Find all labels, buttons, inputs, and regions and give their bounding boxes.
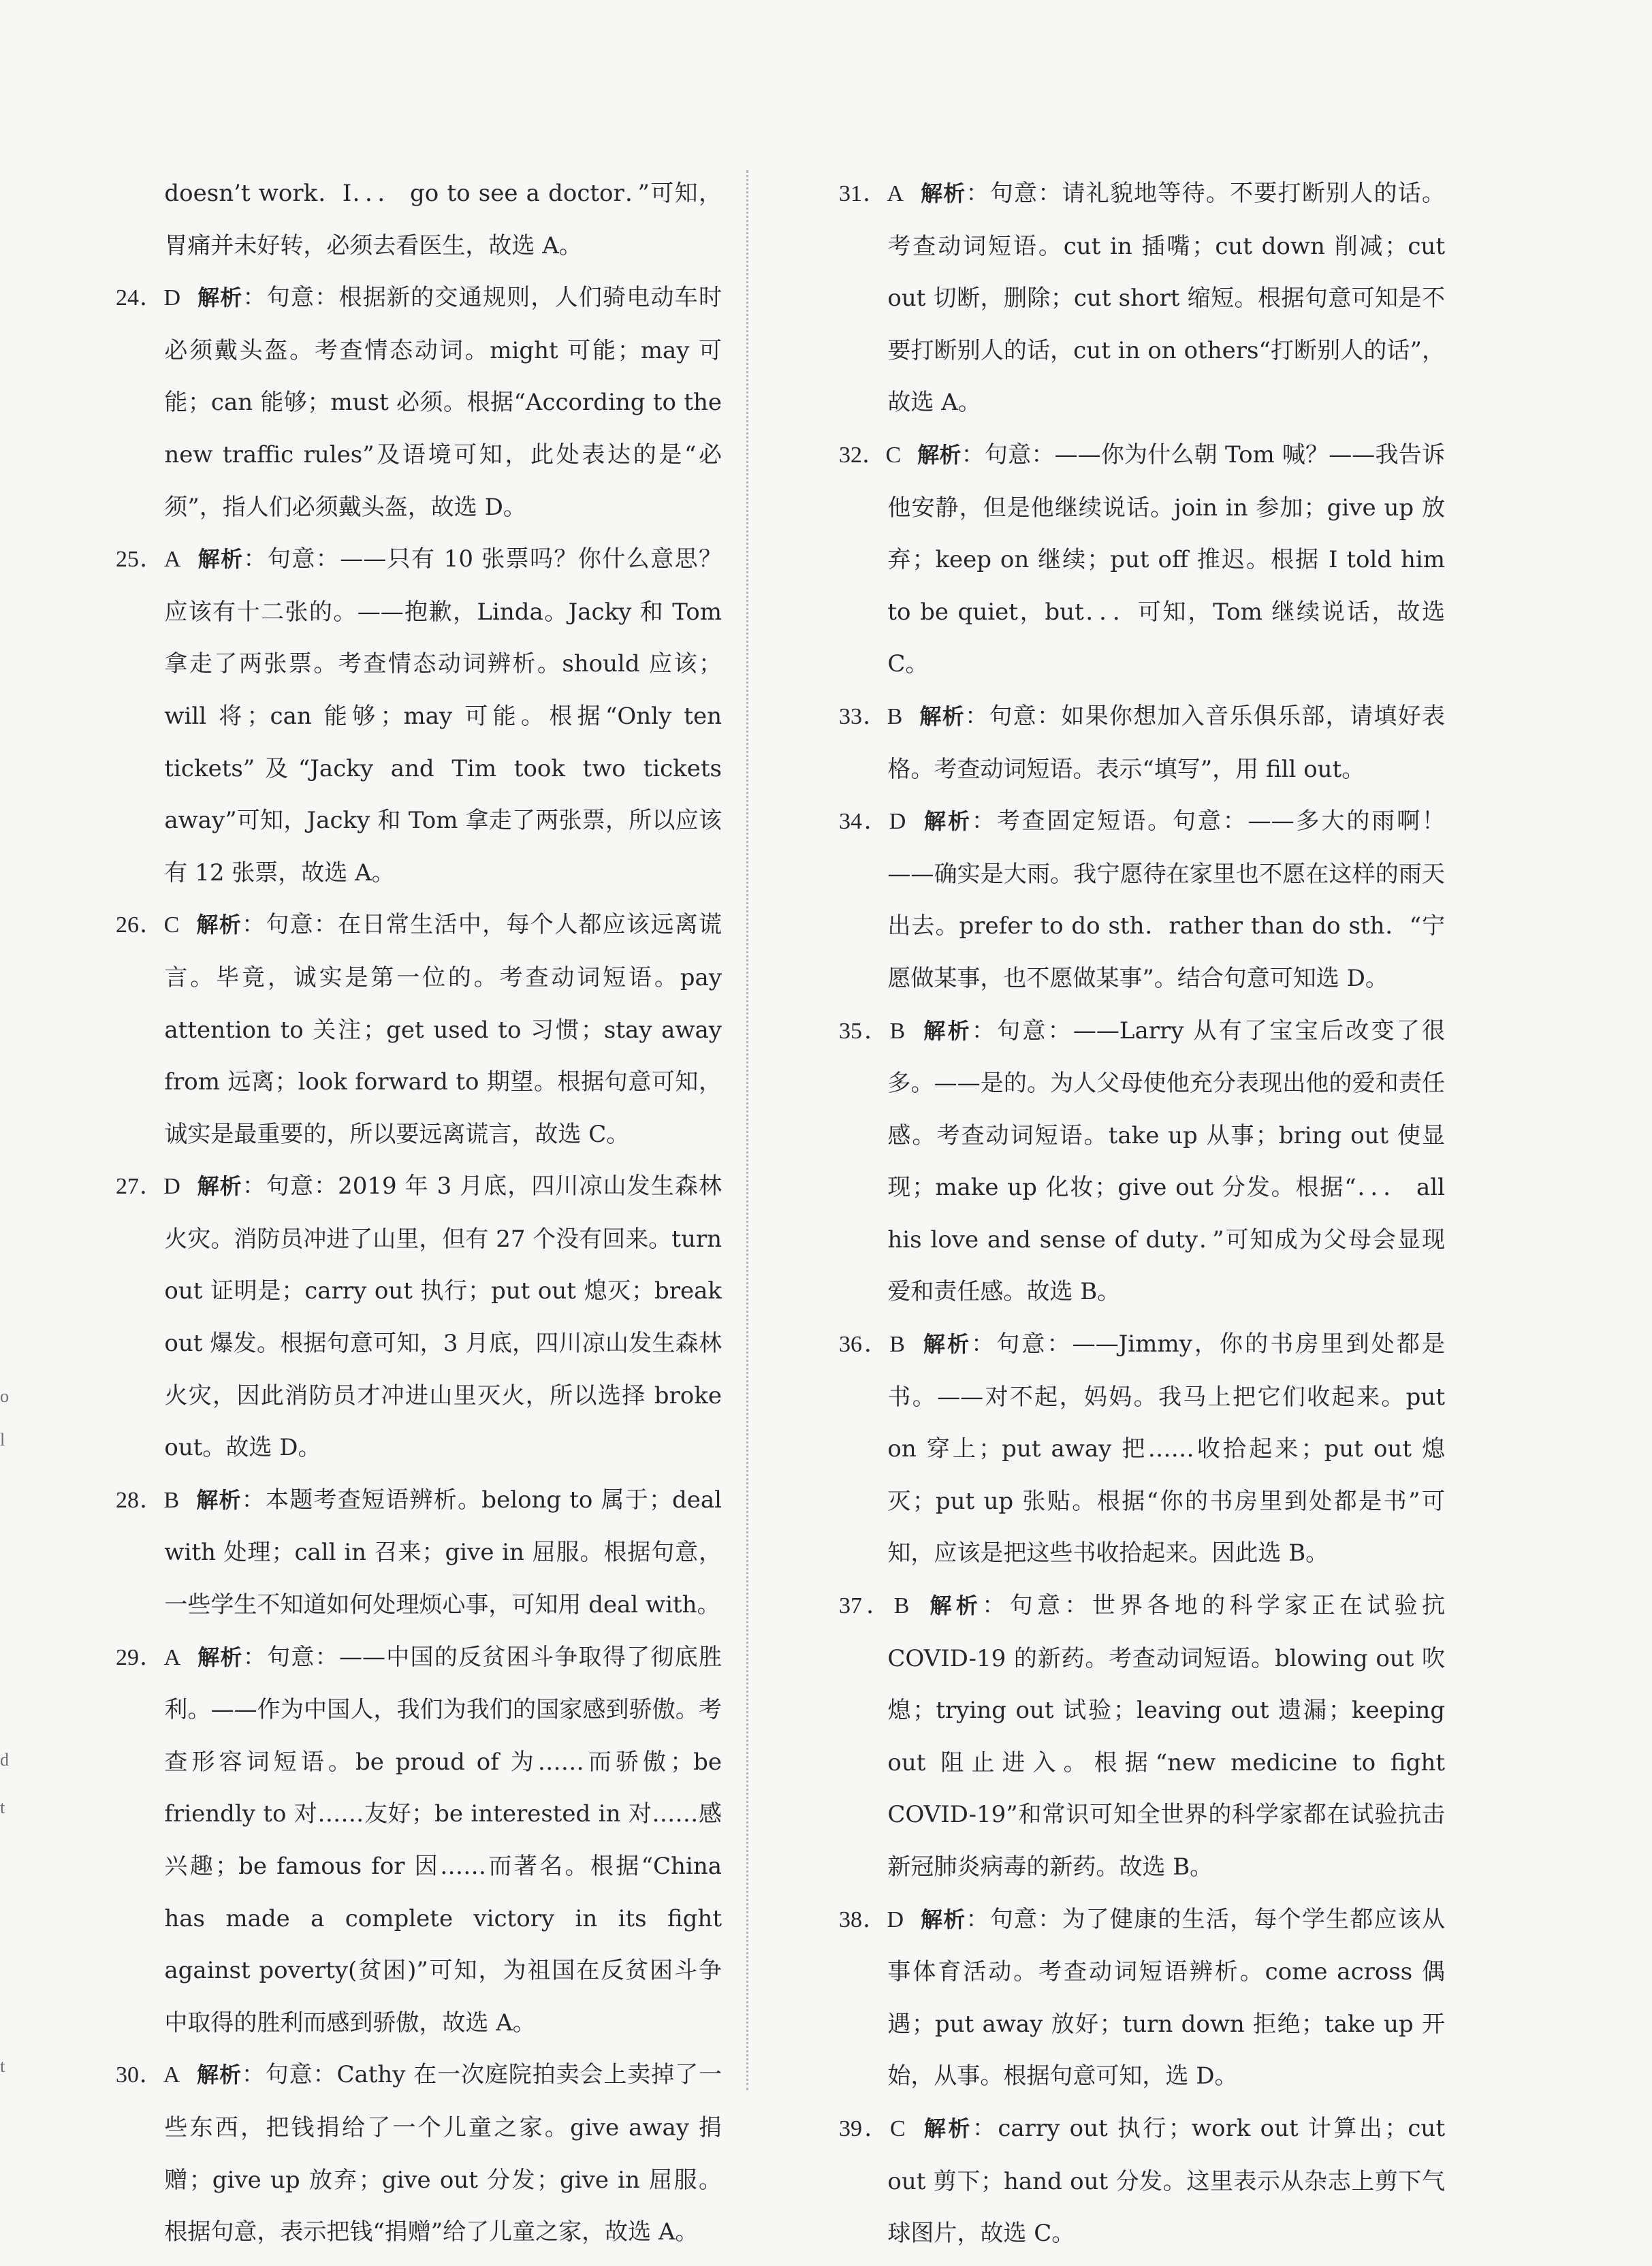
- answer-paragraph: [839, 1894, 1445, 2103]
- answer-item: [839, 795, 1445, 1004]
- analysis-label: 解析: [917, 441, 962, 468]
- answer-paragraph: [839, 690, 1445, 795]
- explanation-text: ：本题考查短语辨析。belong to 属于；deal with 处理；call in 召来；give in 屈服。根据句意，一些学生不知道如何处理烦心事，可知用 deal with。: [164, 1486, 722, 1619]
- answer-item: [839, 2103, 1445, 2260]
- question-number: 30．: [116, 2062, 163, 2088]
- explanation-text: ：句意：在日常生活中，每个人都应该远离谎言。毕竟，诚实是第一位的。考查动词短语。pay attention to 关注；get used to 习惯；stay away from 远离；look forward to 期望。根据句意可知，诚实是最重要的，所以要远离谎言，故选 C。: [164, 911, 722, 1148]
- answer-item: [839, 429, 1445, 690]
- answer-item: [116, 2049, 722, 2258]
- explanation-text: ：carry out 执行；work out 计算出；cut out 剪下；hand out 分发。这里表示从杂志上剪下气球图片，故选 C。: [887, 2114, 1445, 2248]
- answer-letter: B: [887, 703, 903, 729]
- edge-fragment: t: [0, 2056, 5, 2076]
- question-number: 24．: [116, 285, 164, 311]
- answer-letter: C: [163, 912, 180, 938]
- answer-item: [116, 899, 722, 1160]
- explanation-text: ：考查固定短语。句意：——多大的雨啊！——确实是大雨。我宁愿待在家里也不愿在这样的雨天出去。prefer to do sth．rather than do sth．“宁愿做某事，也不愿做某事”。结合句意可知选 D。: [887, 808, 1446, 992]
- analysis-label: 解析: [925, 1593, 983, 1619]
- answer-paragraph: [116, 272, 722, 533]
- continued-text: doesn’t work．I．．． go to see a doctor．”可知，胃痛并未好转，必须去看医生，故选 A。: [164, 180, 722, 259]
- answer-paragraph: [839, 2103, 1445, 2260]
- answer-paragraph: [839, 1580, 1445, 1894]
- answer-paragraph: [839, 167, 1445, 429]
- question-number: 35．: [839, 1018, 890, 1044]
- explanation-text: ：句意：——中国的反贫困斗争取得了彻底胜利。——作为中国人，我们为我们的国家感到骄傲。考查形容词短语。be proud of 为……而骄傲；be friendly to 对……友好；be interested in 对……感兴趣；be famous for 因……而著名。根据“China has made a complete victory in its fight against poverty(贫困)”可知，为祖国在反贫困斗争中取得的胜利而感到骄傲，故选 A。: [164, 1643, 722, 2037]
- answer-letter: D: [889, 809, 906, 835]
- answer-paragraph: [116, 1474, 722, 1631]
- question-number: 39．: [839, 2116, 890, 2141]
- explanation-text: ：句意：——Larry 从有了宝宝后改变了很多。——是的。为人父母使他充分表现出他的爱和责任感。考查动词短语。take up 从事；bring out 使显现；make up 化妆；give out 分发。根据“．．． all his love and sense of duty．”可知成为父母会显现爱和责任感。故选 B。: [887, 1017, 1445, 1306]
- explanation-text: ：句意：Cathy 在一次庭院拍卖会上卖掉了一些东西，把钱捐给了一个儿童之家。give away 捐赠；give up 放弃；give out 分发；give in 屈服。根据句意，表示把钱“捐赠”给了儿童之家，故选 A。: [164, 2061, 722, 2246]
- analysis-label: 解析: [196, 1644, 243, 1670]
- answer-item: [839, 690, 1445, 795]
- answer-letter: D: [163, 1174, 180, 1200]
- analysis-label: 解析: [921, 2115, 972, 2141]
- question-number: 27．: [116, 1174, 164, 1200]
- explanation-text: ：句意：请礼貌地等待。不要打断别人的话。考查动词短语。cut in 插嘴；cut down 削减；cut out 切断，删除；cut short 缩短。根据句意可知是不要打断别人的话，cut in on others“打断别人的话”，故选 A。: [887, 180, 1445, 417]
- answer-item: [839, 1005, 1445, 1319]
- answer-item: [839, 1318, 1445, 1580]
- answer-paragraph: [116, 899, 722, 1160]
- answer-item: [839, 1894, 1445, 2103]
- analysis-label: 解析: [919, 1906, 966, 1932]
- answer-letter: C: [885, 442, 902, 468]
- answer-item: [116, 533, 722, 899]
- analysis-label: 解析: [921, 1017, 972, 1044]
- edge-fragment: d: [0, 1750, 9, 1770]
- edge-fragment: l: [0, 1430, 5, 1450]
- right-column: [839, 167, 1445, 2260]
- explanation-text: ：句意：2019 年 3 月底，四川凉山发生森林火灾。消防员冲进了山里，但有 27 个没有回来。turn out 证明是；carry out 执行；put out 熄灭；break out 爆发。根据句意可知，3 月底，四川凉山发生森林火灾，因此消防员才冲进山里灭火，所以选择 broke out。故选 D。: [164, 1172, 722, 1462]
- analysis-label: 解析: [919, 703, 966, 729]
- analysis-label: 解析: [196, 285, 243, 311]
- explanation-text: ：句意：如果你想加入音乐俱乐部，请填好表格。考查动词短语。表示“填写”，用 fill out。: [887, 702, 1445, 783]
- analysis-label: 解析: [196, 2062, 242, 2088]
- question-number: 32．: [839, 442, 886, 468]
- continued-explanation: [116, 167, 722, 272]
- analysis-label: 解析: [921, 1331, 972, 1358]
- question-number: 33．: [839, 703, 887, 729]
- explanation-text: ：句意：——只有 10 张票吗？你什么意思？应该有十二张的。——抱歉，Linda。Jacky 和 Tom 拿走了两张票。考查情态动词辨析。should 应该；will 将；can 能够；may 可能。根据“Only ten tickets”及“Jacky and Tim took two tickets away”可知，Jacky 和 Tom 拿走了两张票，所以应该有 12 张票，故选 A。: [164, 545, 722, 887]
- answer-letter: C: [889, 2116, 906, 2141]
- answer-letter: A: [163, 547, 181, 573]
- explanation-text: ：句意：世界各地的科学家正在试验抗 COVID-19 的新药。考查动词短语。blowing out 吹熄；trying out 试验；leaving out 遗漏；keeping out 阻止进入。根据“new medicine to fight COVID-19”和常识可知全世界的科学家都在试验抗击新冠肺炎病毒的新药。故选 B。: [887, 1592, 1445, 1881]
- answer-paragraph: [116, 1160, 722, 1474]
- answer-item: [116, 1160, 722, 1474]
- question-number: 31．: [839, 181, 887, 206]
- answer-letter: B: [163, 1487, 180, 1513]
- question-number: 38．: [839, 1906, 887, 1932]
- question-number: 28．: [116, 1487, 164, 1513]
- question-number: 36．: [839, 1332, 890, 1358]
- explanation-text: ：句意：——Jimmy，你的书房里到处都是书。——对不起，妈妈。我马上把它们收起来。put on 穿上；put away 把……收拾起来；put out 熄灭；put up 张贴。根据“你的书房里到处都是书”可知，应该是把这些书收拾起来。因此选 B。: [887, 1330, 1445, 1567]
- explanation-text: ：句意：为了健康的生活，每个学生都应该从事体育活动。考查动词短语辨析。come across 偶遇；put away 放好；turn down 拒绝；take up 开始，从事。根据句意可知，选 D。: [887, 1905, 1445, 2090]
- answer-letter: B: [889, 1332, 905, 1358]
- answer-paragraph: [839, 1005, 1445, 1319]
- left-column: [116, 167, 722, 2259]
- explanation-text: ：句意：根据新的交通规则，人们骑电动车时必须戴头盔。考查情态动词。might 可能；may 可能；can 能够；must 必须。根据“According to the new traffic rules”及语境可知，此处表达的是“必须”，指人们必须戴头盔，故选 D。: [164, 284, 722, 521]
- answer-letter: A: [163, 2062, 180, 2088]
- analysis-label: 解析: [196, 1173, 242, 1200]
- question-number: 34．: [839, 809, 889, 835]
- question-number: 25．: [116, 547, 164, 573]
- answer-letter: B: [893, 1593, 910, 1619]
- explanation-text: ：句意：——你为什么朝 Tom 喊？——我告诉他安静，但是他继续说话。join in 参加；give up 放弃；keep on 继续；put off 推迟。根据 I told him to be quiet，but．．．可知，Tom 继续说话，故选 C。: [887, 441, 1445, 678]
- analysis-label: 解析: [197, 546, 244, 573]
- column-divider: [746, 170, 748, 2090]
- answer-item: [116, 272, 722, 533]
- answer-letter: D: [163, 285, 181, 311]
- answer-paragraph: [116, 2049, 722, 2258]
- analysis-label: 解析: [922, 808, 972, 835]
- answer-letter: A: [887, 181, 904, 206]
- answer-item: [116, 1631, 722, 2049]
- answer-letter: D: [887, 1906, 904, 1932]
- question-number: 29．: [116, 1644, 164, 1670]
- answer-paragraph: [116, 1631, 722, 2049]
- answer-paragraph: [839, 795, 1446, 1004]
- edge-fragment: o: [0, 1386, 9, 1406]
- answer-letter: B: [889, 1018, 906, 1044]
- answer-item: [839, 1580, 1445, 1894]
- answer-paragraph: [116, 533, 722, 899]
- answer-letter: A: [163, 1644, 181, 1670]
- analysis-label: 解析: [919, 180, 966, 206]
- answer-item: [116, 1474, 722, 1631]
- answer-paragraph: [839, 429, 1445, 690]
- answer-item: [839, 167, 1445, 429]
- analysis-label: 解析: [195, 912, 242, 938]
- question-number: 37．: [839, 1593, 894, 1619]
- edge-fragment: t: [0, 1798, 5, 1817]
- answer-paragraph: [839, 1318, 1445, 1580]
- analysis-label: 解析: [195, 1486, 242, 1513]
- question-number: 26．: [116, 912, 164, 938]
